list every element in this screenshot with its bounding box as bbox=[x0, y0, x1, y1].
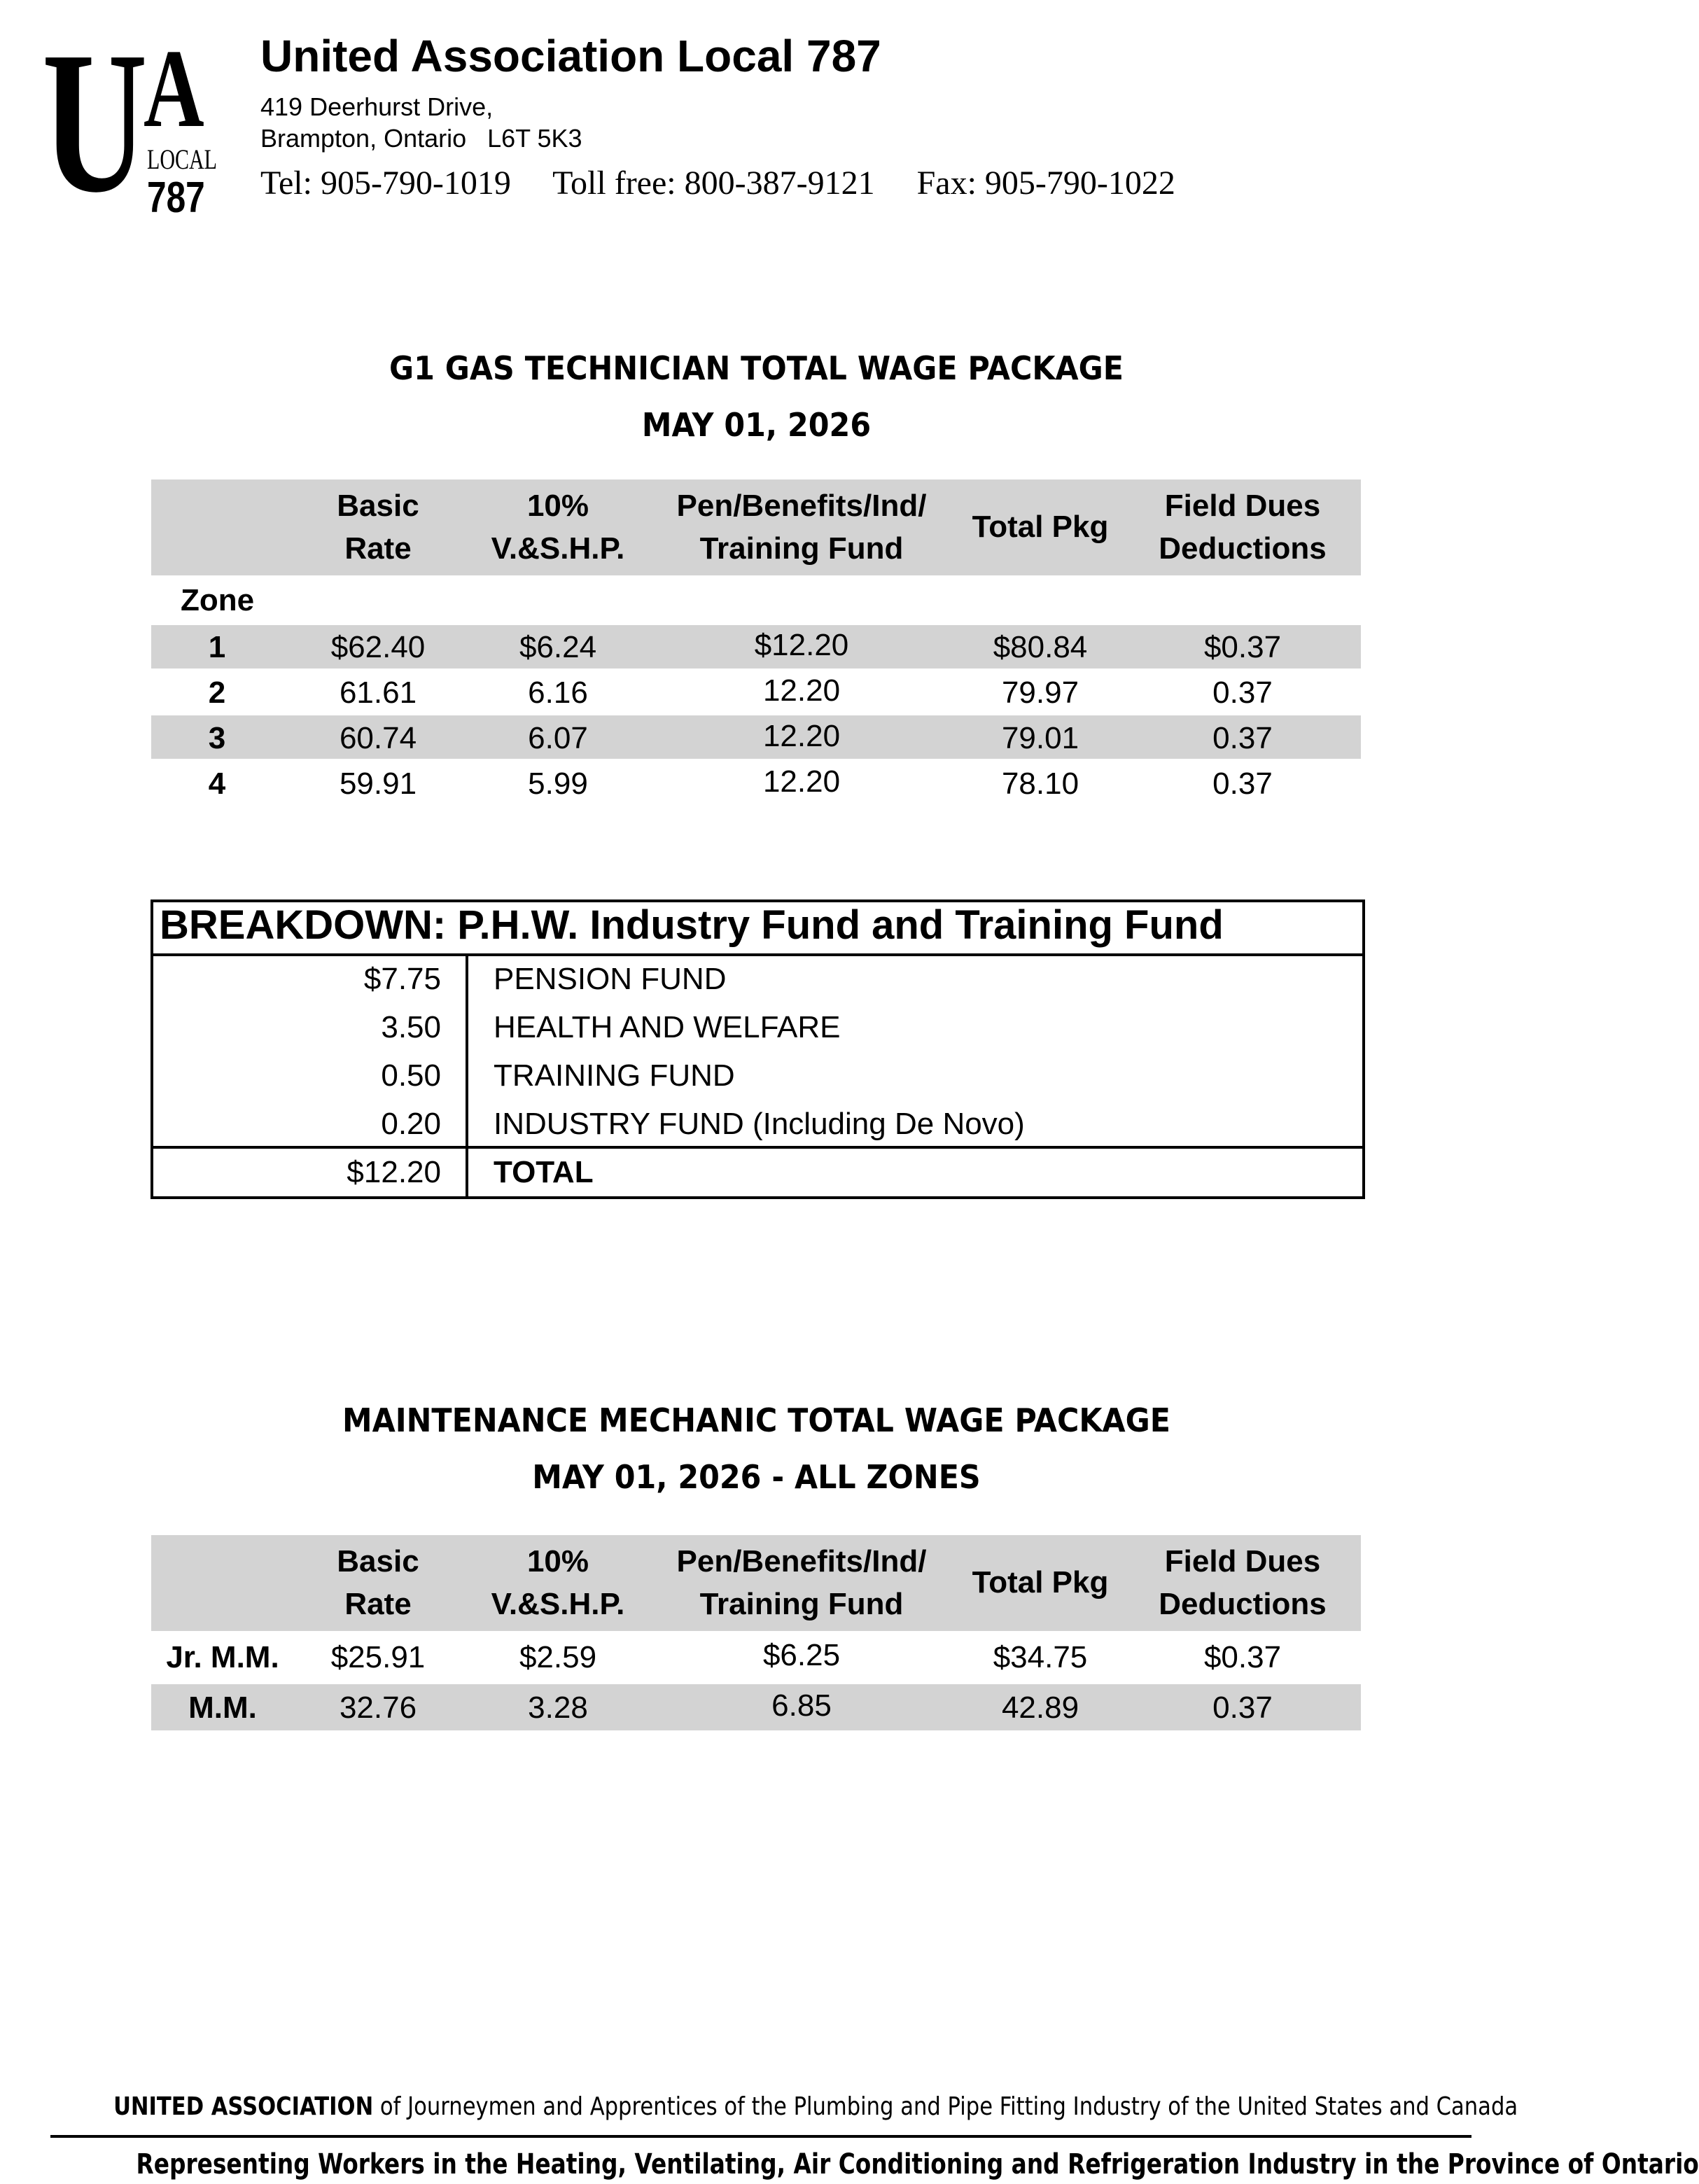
breakdown-total-amount: $12.20 bbox=[347, 1155, 441, 1189]
contact-line bbox=[260, 164, 1209, 202]
cell-field-dues: $0.37 bbox=[1203, 1640, 1282, 1674]
cell-field-dues: 0.37 bbox=[1212, 766, 1273, 801]
footer-line-1 bbox=[113, 2092, 1518, 2121]
breakdown-label: TRAINING FUND bbox=[494, 1058, 735, 1093]
cell-basic-rate: 59.91 bbox=[339, 766, 417, 801]
cell-vshp: $2.59 bbox=[519, 1640, 597, 1674]
col-header-field-dues: Field Dues Deductions bbox=[1159, 489, 1327, 566]
row-label: Jr. M.M. bbox=[166, 1640, 279, 1674]
col-header-basic-rate: Basic Rate bbox=[337, 489, 419, 566]
maintenance-date: MAY 01, 2026 - ALL ZONES bbox=[532, 1458, 981, 1496]
phone-number: Tel: 905-790-1019 bbox=[260, 164, 511, 202]
row-label: 2 bbox=[208, 676, 226, 710]
cell-pen-benefits: $12.20 bbox=[754, 628, 849, 662]
cell-pen-benefits: 6.85 bbox=[771, 1688, 832, 1723]
cell-pen-benefits: $6.25 bbox=[762, 1638, 841, 1672]
breakdown-amount: $7.75 bbox=[363, 962, 441, 996]
cell-field-dues: 0.37 bbox=[1212, 1690, 1273, 1725]
cell-field-dues: $0.37 bbox=[1203, 630, 1282, 664]
cell-pen-benefits: 12.20 bbox=[762, 764, 841, 799]
breakdown-amount: 0.50 bbox=[381, 1058, 441, 1093]
organization-name: United Association Local 787 bbox=[260, 31, 881, 81]
footer-divider bbox=[50, 2135, 1471, 2138]
cell-basic-rate: $62.40 bbox=[330, 630, 426, 664]
footer-line-2: Representing Workers in the Heating, Ventilating, Air Conditioning and Refrigeration Industry in the Province of Ontario bbox=[136, 2148, 1699, 2180]
maintenance-title: MAINTENANCE MECHANIC TOTAL WAGE PACKAGE bbox=[342, 1401, 1170, 1439]
logo-local-text: LOCAL bbox=[147, 144, 217, 175]
cell-vshp: 6.07 bbox=[528, 721, 588, 755]
cell-vshp: 6.16 bbox=[528, 676, 588, 710]
col-header-pen-benefits: Pen/Benefits/Ind/ Training Fund bbox=[676, 489, 927, 566]
footer-org-bold: UNITED ASSOCIATION bbox=[113, 2092, 374, 2121]
cell-basic-rate: 32.76 bbox=[339, 1690, 417, 1725]
row-label: M.M. bbox=[188, 1690, 257, 1725]
logo-letter-u: U bbox=[42, 10, 143, 234]
toll-free-number: Toll free: 800-387-9121 bbox=[552, 164, 875, 202]
cell-pen-benefits: 12.20 bbox=[762, 719, 841, 753]
col-header-total-pkg: Total Pkg bbox=[972, 510, 1109, 544]
breakdown-label: HEALTH AND WELFARE bbox=[494, 1010, 841, 1044]
cell-total-pkg: $34.75 bbox=[993, 1640, 1088, 1674]
cell-vshp: 5.99 bbox=[528, 766, 588, 801]
cell-total-pkg: 79.01 bbox=[1001, 721, 1079, 755]
breakdown-amount: 0.20 bbox=[381, 1107, 441, 1141]
col-header-total-pkg: Total Pkg bbox=[972, 1565, 1109, 1600]
breakdown-label: INDUSTRY FUND (Including De Novo) bbox=[494, 1107, 1025, 1141]
breakdown-divider-vertical bbox=[466, 953, 468, 1196]
col-header-basic-rate: Basic Rate bbox=[337, 1544, 419, 1621]
col-header-vshp: 10% V.&S.H.P. bbox=[491, 1544, 625, 1621]
zone-label: Zone bbox=[181, 583, 255, 617]
cell-vshp: 3.28 bbox=[528, 1690, 588, 1725]
col-header-field-dues: Field Dues Deductions bbox=[1159, 1544, 1327, 1621]
gas-tech-date: MAY 01, 2026 bbox=[641, 406, 872, 444]
cell-field-dues: 0.37 bbox=[1212, 721, 1273, 755]
col-header-pen-benefits: Pen/Benefits/Ind/ Training Fund bbox=[676, 1544, 927, 1621]
fax-number: Fax: 905-790-1022 bbox=[916, 164, 1175, 202]
gas-tech-title: G1 GAS TECHNICIAN TOTAL WAGE PACKAGE bbox=[389, 349, 1124, 387]
logo-local-number: 787 bbox=[147, 174, 205, 222]
row-label: 4 bbox=[208, 766, 226, 801]
cell-pen-benefits: 12.20 bbox=[762, 673, 841, 708]
cell-total-pkg: 79.97 bbox=[1001, 676, 1079, 710]
cell-total-pkg: 42.89 bbox=[1001, 1690, 1079, 1725]
cell-vshp: $6.24 bbox=[519, 630, 597, 664]
breakdown-total-label: TOTAL bbox=[494, 1155, 594, 1189]
breakdown-title: BREAKDOWN: P.H.W. Industry Fund and Training Fund bbox=[160, 902, 1224, 948]
logo-letter-a: A bbox=[144, 26, 204, 150]
address-line-2: Brampton, Ontario L6T 5K3 bbox=[260, 124, 582, 153]
col-header-vshp: 10% V.&S.H.P. bbox=[491, 489, 625, 566]
cell-total-pkg: 78.10 bbox=[1001, 766, 1079, 801]
address-line-1: 419 Deerhurst Drive, bbox=[260, 92, 494, 121]
breakdown-amount: 3.50 bbox=[381, 1010, 441, 1044]
breakdown-divider-total bbox=[151, 1146, 1362, 1149]
cell-basic-rate: 61.61 bbox=[339, 676, 417, 710]
breakdown-label: PENSION FUND bbox=[494, 962, 727, 996]
footer-org-rest: of Journeymen and Apprentices of the Plumbing and Pipe Fitting Industry of the United States and Canada bbox=[373, 2092, 1518, 2121]
cell-total-pkg: $80.84 bbox=[993, 630, 1088, 664]
breakdown-divider-top bbox=[151, 953, 1362, 956]
row-label: 3 bbox=[208, 721, 226, 755]
row-label: 1 bbox=[208, 630, 226, 664]
cell-basic-rate: $25.91 bbox=[330, 1640, 426, 1674]
organization-address bbox=[260, 91, 582, 154]
cell-field-dues: 0.37 bbox=[1212, 676, 1273, 710]
cell-basic-rate: 60.74 bbox=[339, 721, 417, 755]
